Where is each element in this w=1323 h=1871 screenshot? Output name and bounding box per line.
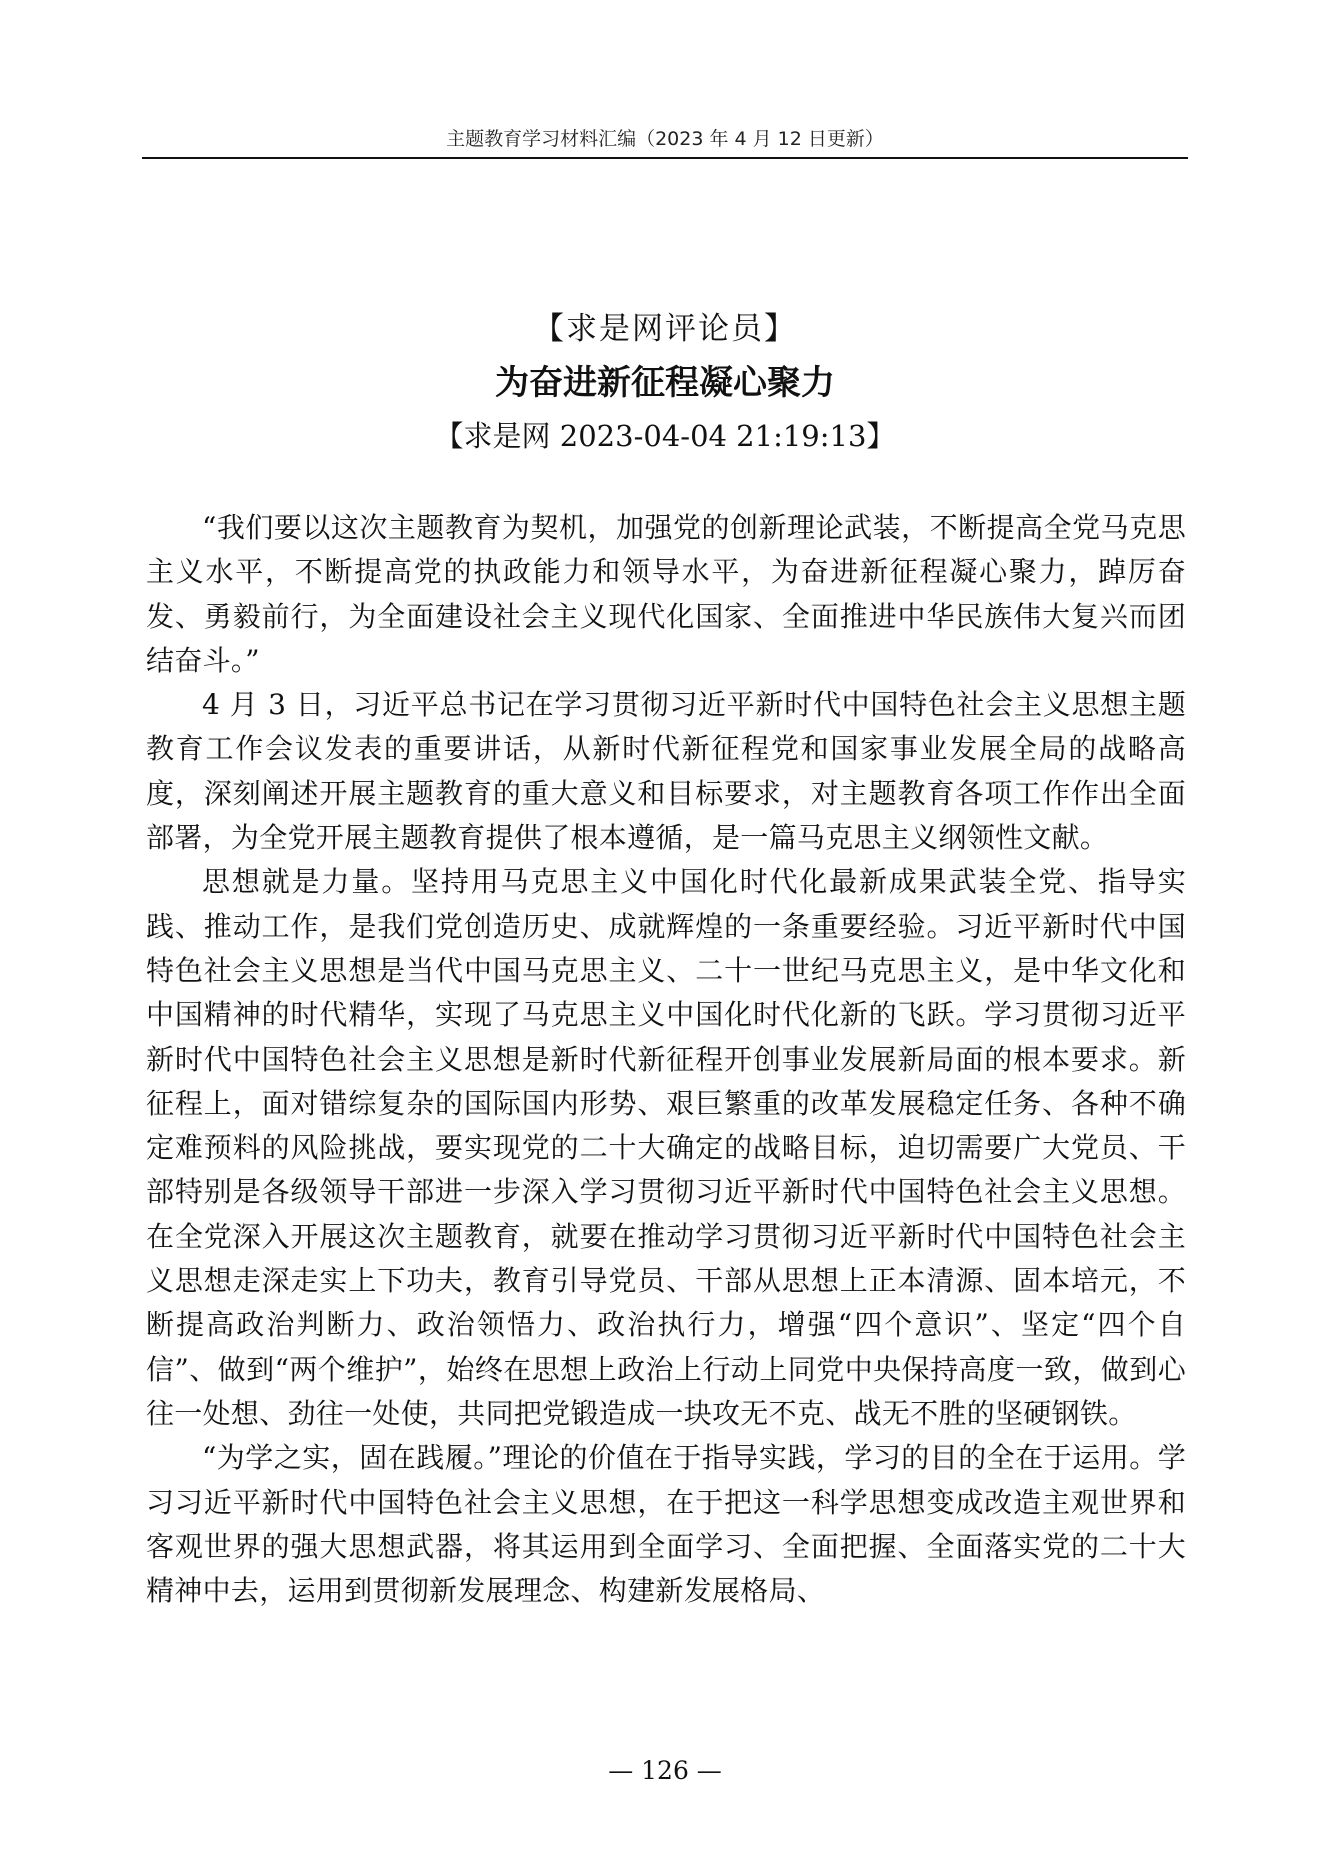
page-number: — 126 — xyxy=(608,1756,722,1785)
paragraph-1: “我们要以这次主题教育为契机，加强党的创新理论武装，不断提高全党马克思主义水平，不断提高党的执政能力和领导水平，为奋进新征程凝心聚力，踔厉奋发、勇毅前行，为全面建设社会主义现代化国家、全面推进中华民族伟大复兴而团结奋斗。” xyxy=(146,511,1186,677)
source-line: 【求是网 2023-04-04 21:19:13】 xyxy=(434,419,896,453)
paragraph-4: “为学之实，固在践履。”理论的价值在于指导实践，学习的目的全在于运用。学习习近平新时代中国特色社会主义思想，在于把这一科学思想变成改造主观世界和客观世界的强大思想武器，将其运用到全面学习、全面把握、全面落实党的二十大精神中去，运用到贯彻新发展理念、构建新发展格局、 xyxy=(146,1441,1186,1608)
article-body xyxy=(146,506,1186,1613)
article-title: 为奋进新征程凝心聚力 xyxy=(495,363,835,403)
header-rule xyxy=(142,157,1188,159)
series-label: 【求是网评论员】 xyxy=(533,311,797,347)
running-header: 主题教育学习材料汇编（2023 年 4 月 12 日更新） xyxy=(446,128,884,150)
paragraph-2: 4 月 3 日，习近平总书记在学习贯彻习近平新时代中国特色社会主义思想主题教育工作会议发表的重要讲话，从新时代新征程党和国家事业发展全局的战略高度，深刻阐述开展主题教育的重大意义和目标要求，对主题教育各项工作作出全面部署，为全党开展主题教育提供了根本遵循，是一篇马克思主义纲领性文献。 xyxy=(146,688,1186,855)
paragraph-3: 思想就是力量。坚持用马克思主义中国化时代化最新成果武装全党、指导实践、推动工作，是我们党创造历史、成就辉煌的一条重要经验。习近平新时代中国特色社会主义思想是当代中国马克思主义、二十一世纪马克思主义，是中华文化和中国精神的时代精华，实现了马克思主义中国化时代化新的飞跃。学习贯彻习近平新时代中国特色社会主义思想是新时代新征程开创事业发展新局面的根本要求。新征程上，面对错综复杂的国际国内形势、艰巨繁重的改革发展稳定任务、各种不确定难预料的风险挑战，要实现党的二十大确定的战略目标，迫切需要广大党员、干部特别是各级领导干部进一步深入学习贯彻习近平新时代中国特色社会主义思想。在全党深入开展这次主题教育，就要在推动学习贯彻习近平新时代中国特色社会主义思想走深走实上下功夫，教育引导党员、干部从思想上正本清源、固本培元，不断提高政治判断力、政治领悟力、政治执行力，增强“四个意识”、坚定“四个自信”、做到“两个维护”，始终在思想上政治上行动上同党中央保持高度一致，做到心往一处想、劲往一处使，共同把党锻造成一块攻无不克、战无不胜的坚硬钢铁。 xyxy=(146,865,1186,1430)
